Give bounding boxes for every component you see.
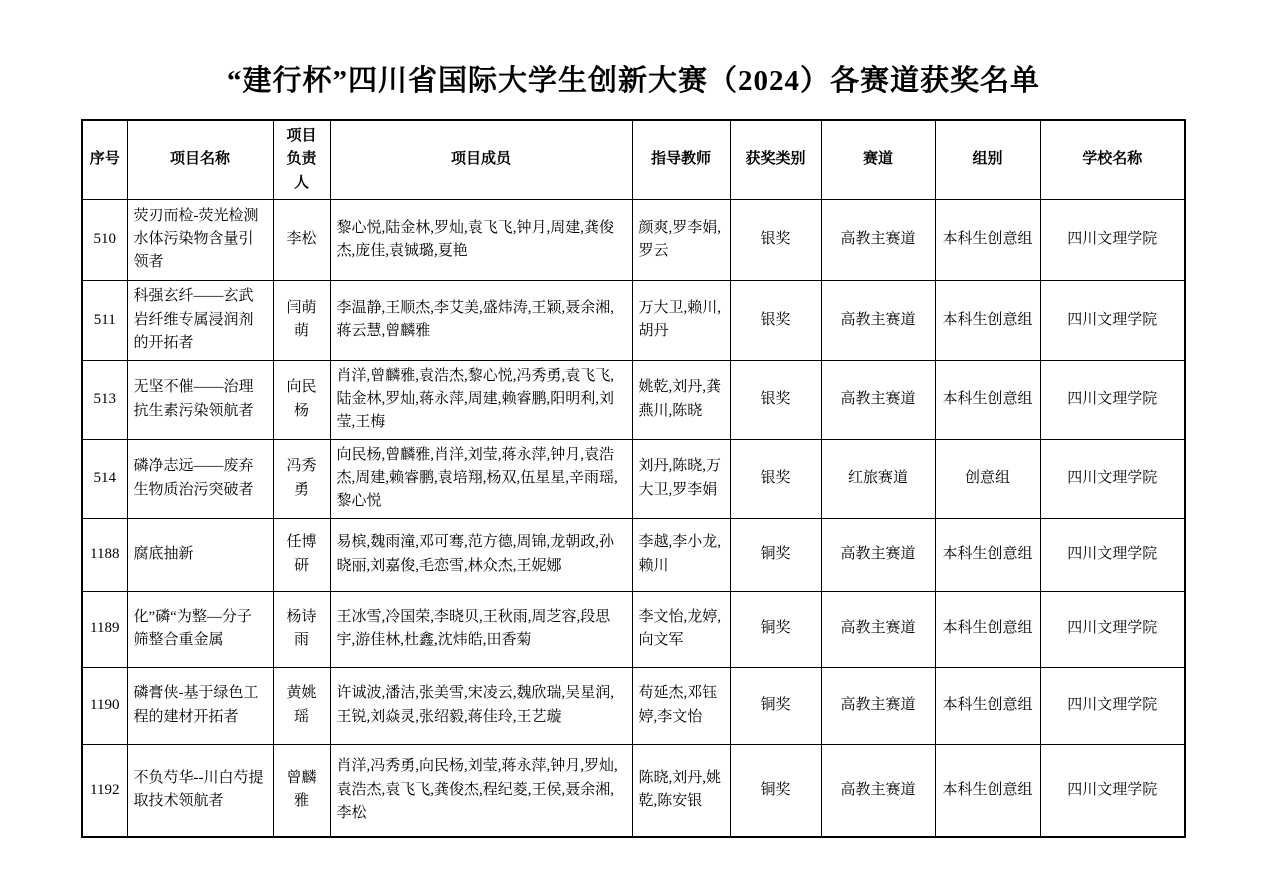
cell-project-leader: 闫萌萌 [273, 280, 330, 360]
cell-school-name: 四川文理学院 [1040, 199, 1185, 280]
cell-school-name: 四川文理学院 [1040, 518, 1185, 591]
cell-track: 高教主赛道 [821, 591, 935, 667]
header-track: 赛道 [821, 120, 935, 199]
cell-project-name: 磷膏侠-基于绿色工程的建材开拓者 [127, 667, 273, 744]
cell-award-category: 铜奖 [730, 518, 821, 591]
cell-track: 高教主赛道 [821, 280, 935, 360]
cell-project-leader: 杨诗雨 [273, 591, 330, 667]
cell-track: 高教主赛道 [821, 744, 935, 837]
award-table [81, 119, 1186, 838]
cell-project-members: 向民杨,曾麟雅,肖洋,刘莹,蒋永萍,钟月,袁浩杰,周建,赖睿鹏,袁培翔,杨双,伍星星,辛雨瑶,黎心悦 [330, 439, 632, 518]
cell-award-category: 银奖 [730, 360, 821, 439]
cell-award-category: 银奖 [730, 199, 821, 280]
cell-school-name: 四川文理学院 [1040, 744, 1185, 837]
table-body [82, 199, 1185, 837]
header-group: 组别 [935, 120, 1040, 199]
table-row [82, 360, 1185, 439]
cell-group: 本科生创意组 [935, 280, 1040, 360]
header-award-category: 获奖类别 [730, 120, 821, 199]
cell-project-name: 无坚不催——治理抗生素污染领航者 [127, 360, 273, 439]
cell-project-members: 易槟,魏雨潼,邓可骞,范方德,周锦,龙朝政,孙晓丽,刘嘉俊,毛恋雪,林众杰,王妮娜 [330, 518, 632, 591]
cell-advisors: 李文怡,龙婷,向文军 [632, 591, 730, 667]
header-school-name: 学校名称 [1040, 120, 1185, 199]
cell-track: 高教主赛道 [821, 667, 935, 744]
cell-track: 红旅赛道 [821, 439, 935, 518]
cell-group: 创意组 [935, 439, 1040, 518]
cell-serial-number: 1188 [82, 518, 127, 591]
cell-advisors: 陈晓,刘丹,姚乾,陈安银 [632, 744, 730, 837]
table-row [82, 280, 1185, 360]
header-project-name: 项目名称 [127, 120, 273, 199]
cell-serial-number: 513 [82, 360, 127, 439]
cell-project-members: 肖洋,冯秀勇,向民杨,刘莹,蒋永萍,钟月,罗灿,袁浩杰,袁飞飞,龚俊杰,程纪菱,王侯,聂余湘,李松 [330, 744, 632, 837]
table-header-row [82, 120, 1185, 199]
cell-serial-number: 510 [82, 199, 127, 280]
table-row [82, 199, 1185, 280]
cell-serial-number: 1189 [82, 591, 127, 667]
cell-project-leader: 冯秀勇 [273, 439, 330, 518]
cell-track: 高教主赛道 [821, 518, 935, 591]
cell-project-members: 黎心悦,陆金林,罗灿,袁飞飞,钟月,周建,龚俊杰,庞佳,袁铖璐,夏艳 [330, 199, 632, 280]
cell-project-members: 王冰雪,冷国荣,李晓贝,王秋雨,周芝容,段思宇,游佳林,杜鑫,沈炜皓,田香菊 [330, 591, 632, 667]
cell-project-name: 荧刃而检-荧光检测水体污染物含量引领者 [127, 199, 273, 280]
cell-advisors: 万大卫,赖川,胡丹 [632, 280, 730, 360]
cell-serial-number: 514 [82, 439, 127, 518]
cell-advisors: 李越,李小龙,赖川 [632, 518, 730, 591]
cell-advisors: 颜爽,罗李娟,罗云 [632, 199, 730, 280]
table-row [82, 591, 1185, 667]
cell-group: 本科生创意组 [935, 199, 1040, 280]
cell-project-name: 化”磷“为整—分子筛整合重金属 [127, 591, 273, 667]
cell-advisors: 苟延杰,邓钰婷,李文怡 [632, 667, 730, 744]
cell-project-name: 不负芍华--川白芍提取技术领航者 [127, 744, 273, 837]
cell-project-name: 科强玄纤——玄武岩纤维专属浸润剂的开拓者 [127, 280, 273, 360]
cell-advisors: 姚乾,刘丹,龚燕川,陈晓 [632, 360, 730, 439]
cell-track: 高教主赛道 [821, 360, 935, 439]
cell-award-category: 银奖 [730, 280, 821, 360]
cell-group: 本科生创意组 [935, 667, 1040, 744]
cell-school-name: 四川文理学院 [1040, 280, 1185, 360]
cell-project-leader: 黄姚瑶 [273, 667, 330, 744]
cell-advisors: 刘丹,陈晓,万大卫,罗李娟 [632, 439, 730, 518]
cell-serial-number: 1192 [82, 744, 127, 837]
cell-award-category: 铜奖 [730, 744, 821, 837]
cell-award-category: 银奖 [730, 439, 821, 518]
table-row [82, 667, 1185, 744]
cell-group: 本科生创意组 [935, 518, 1040, 591]
table-row [82, 518, 1185, 591]
cell-project-leader: 任博研 [273, 518, 330, 591]
cell-award-category: 铜奖 [730, 591, 821, 667]
cell-project-leader: 曾麟雅 [273, 744, 330, 837]
header-advisors: 指导教师 [632, 120, 730, 199]
cell-school-name: 四川文理学院 [1040, 439, 1185, 518]
cell-track: 高教主赛道 [821, 199, 935, 280]
cell-project-name: 磷净志远——废弃生物质治污突破者 [127, 439, 273, 518]
cell-project-members: 李温静,王顺杰,李艾美,盛炜涛,王颖,聂余湘,蒋云慧,曾麟雅 [330, 280, 632, 360]
cell-award-category: 铜奖 [730, 667, 821, 744]
cell-school-name: 四川文理学院 [1040, 360, 1185, 439]
cell-school-name: 四川文理学院 [1040, 591, 1185, 667]
header-project-members: 项目成员 [330, 120, 632, 199]
cell-group: 本科生创意组 [935, 360, 1040, 439]
cell-project-members: 肖洋,曾麟雅,袁浩杰,黎心悦,冯秀勇,袁飞飞,陆金林,罗灿,蒋永萍,周建,赖睿鹏,阳明利,刘莹,王梅 [330, 360, 632, 439]
cell-project-name: 腐底抽新 [127, 518, 273, 591]
cell-serial-number: 1190 [82, 667, 127, 744]
cell-project-leader: 向民杨 [273, 360, 330, 439]
cell-group: 本科生创意组 [935, 591, 1040, 667]
table-row [82, 744, 1185, 837]
cell-school-name: 四川文理学院 [1040, 667, 1185, 744]
table-row [82, 439, 1185, 518]
header-serial-number: 序号 [82, 120, 127, 199]
cell-project-leader: 李松 [273, 199, 330, 280]
header-project-leader: 项目负责人 [273, 120, 330, 199]
page-title: “建行杯”四川省国际大学生创新大赛（2024）各赛道获奖名单 [226, 65, 1040, 97]
cell-serial-number: 511 [82, 280, 127, 360]
cell-project-members: 许诚波,潘洁,张美雪,宋凌云,魏欣瑞,吴星润,王锐,刘焱灵,张绍毅,蒋佳玲,王艺璇 [330, 667, 632, 744]
cell-group: 本科生创意组 [935, 744, 1040, 837]
